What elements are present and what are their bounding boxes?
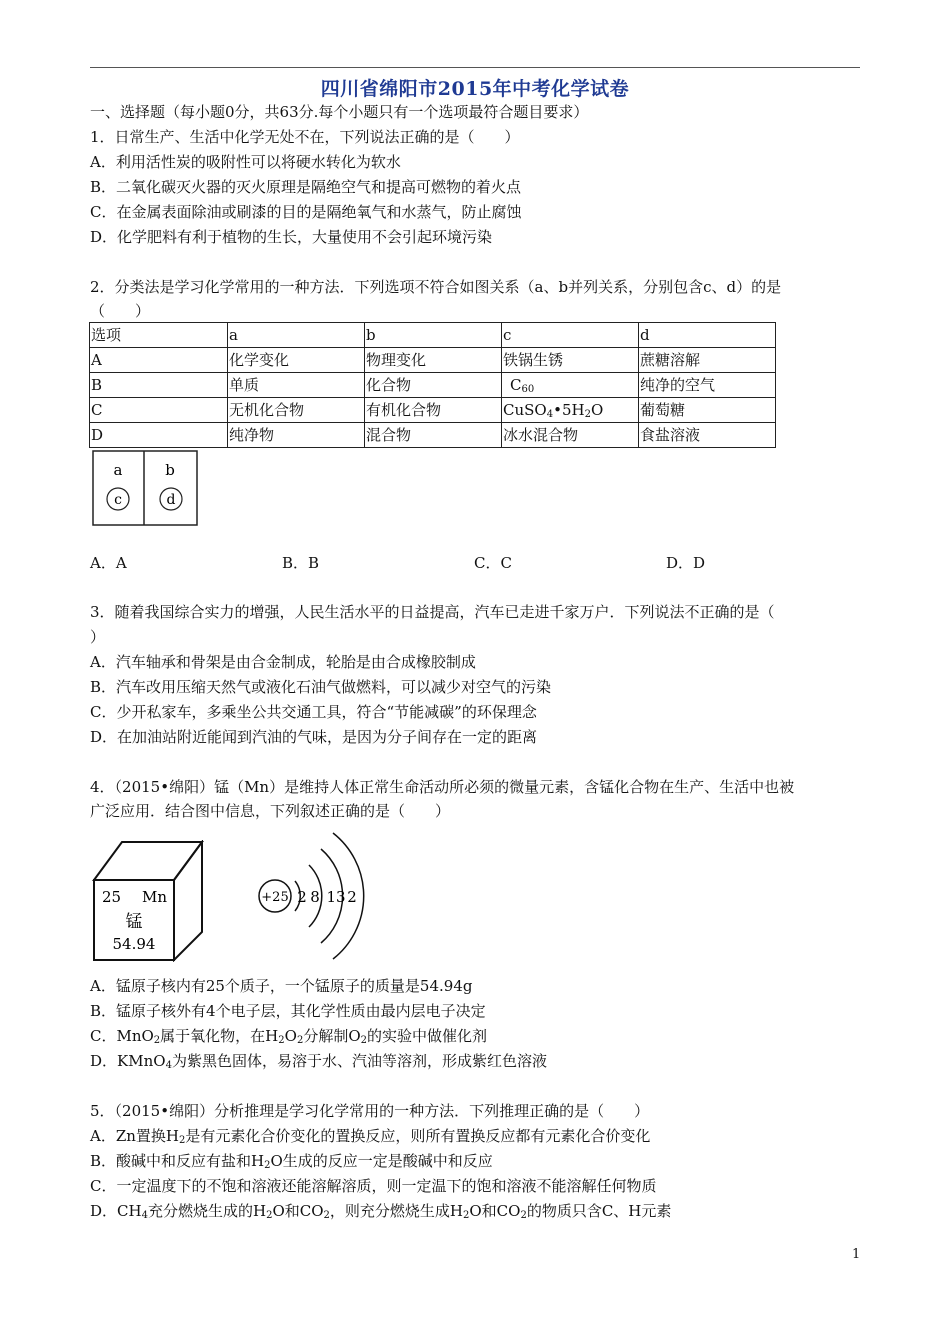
shell-electrons-4: 2 bbox=[347, 888, 357, 906]
table-cell: C bbox=[90, 398, 228, 423]
table-cell-formula: $CuSO_4•5H_2O$ bbox=[502, 398, 639, 423]
q4-stem-line1: 4．（2015•绵阳）锰（Mn）是维持人体正常生命活动所必须的微量元素，含锰化合物在生产、生活中也被 bbox=[90, 778, 795, 796]
diagram-label-c: c bbox=[114, 492, 122, 508]
manganese-atom-structure bbox=[255, 825, 365, 965]
atom-nucleus-charge: +25 bbox=[261, 890, 289, 905]
table-cell: 无机化合物 bbox=[228, 398, 365, 423]
table-header-cell: a bbox=[228, 323, 365, 348]
q2-answer-b: B．B bbox=[282, 554, 320, 572]
q4-option-a: A．锰原子核内有25个质子，一个锰原子的质量是54.94g bbox=[90, 977, 473, 995]
table-cell: 食盐溶液 bbox=[639, 423, 776, 448]
shell-electrons-2: 8 bbox=[310, 888, 320, 906]
element-symbol: Mn bbox=[142, 888, 168, 906]
top-rule bbox=[90, 67, 860, 68]
diagram-label-a: a bbox=[113, 461, 123, 479]
q2-answer-a: A．A bbox=[90, 554, 127, 572]
diagram-label-d: d bbox=[166, 492, 176, 508]
table-cell: A bbox=[90, 348, 228, 373]
table-cell: 蔗糖溶解 bbox=[639, 348, 776, 373]
table-header-cell: 选项 bbox=[90, 323, 228, 348]
q4-option-d: D．KMnO$_4$为紫黑色固体，易溶于水、汽油等溶剂，形成紫红色溶液 bbox=[90, 1052, 547, 1071]
q2-answer-d: D．D bbox=[666, 554, 706, 572]
diagram-label-b: b bbox=[165, 461, 175, 479]
q3-option-b: B．汽车改用压缩天然气或液化石油气做燃料，可以减少对空气的污染 bbox=[90, 678, 552, 696]
q3-option-a: A．汽车轴承和骨架是由合金制成，轮胎是由合成橡胶制成 bbox=[90, 653, 476, 671]
q2-stem-line1: 2．分类法是学习化学常用的一种方法．下列选项不符合如图关系（a、b并列关系，分别包含c、d）的是 bbox=[90, 278, 782, 296]
q1-stem: 1．日常生产、生活中化学无处不在，下列说法正确的是（ ） bbox=[90, 128, 520, 146]
q1-option-c: C．在金属表面除油或刷漆的目的是隔绝氧气和水蒸气，防止腐蚀 bbox=[90, 203, 522, 221]
q5-option-b: B．酸碱中和反应有盐和$H_2O$生成的反应一定是酸碱中和反应 bbox=[90, 1152, 493, 1171]
q5-option-a: A．Zn置换$H_2$是有元素化合价变化的置换反应，则所有置换反应都有元素化合价变化 bbox=[90, 1127, 651, 1146]
section-heading: 一、选择题（每小题0分，共63分.每个小题只有一个选项最符合题目要求） bbox=[90, 103, 589, 121]
shell-electrons-1: 2 bbox=[297, 888, 307, 906]
table-cell: 化学变化 bbox=[228, 348, 365, 373]
table-cell: B bbox=[90, 373, 228, 398]
table-header-cell: b bbox=[365, 323, 502, 348]
table-row bbox=[90, 373, 776, 398]
table-header-cell: d bbox=[639, 323, 776, 348]
element-atomic-mass: 54.94 bbox=[112, 935, 156, 953]
table-cell: D bbox=[90, 423, 228, 448]
table-cell: 单质 bbox=[228, 373, 365, 398]
table-cell: 铁锅生锈 bbox=[502, 348, 639, 373]
q4-stem-line2: 广泛应用．结合图中信息，下列叙述正确的是（ ） bbox=[90, 802, 451, 820]
table-row bbox=[90, 423, 776, 448]
q3-stem-line2: ） bbox=[90, 628, 106, 646]
q4-option-c: C．MnO$_2$属于氧化物，在$H_2O_2$分解制$O_2$的实验中做催化剂 bbox=[90, 1027, 488, 1046]
table-row bbox=[90, 348, 776, 373]
q5-option-c: C．一定温度下的不饱和溶液还能溶解溶质，则一定温下的饱和溶液不能溶解任何物质 bbox=[90, 1177, 657, 1195]
table-cell: 有机化合物 bbox=[365, 398, 502, 423]
page-title: 四川省绵阳市2015年中考化学试卷 bbox=[320, 78, 630, 100]
table-cell: 物理变化 bbox=[365, 348, 502, 373]
set-relation-diagram bbox=[92, 450, 200, 528]
q1-option-a: A．利用活性炭的吸附性可以将硬水转化为软水 bbox=[90, 153, 401, 171]
page-number: 1 bbox=[852, 1247, 861, 1262]
q3-option-c: C．少开私家车，多乘坐公共交通工具，符合“节能减碳”的环保理念 bbox=[90, 703, 537, 721]
shell-electrons-3: 13 bbox=[326, 888, 346, 906]
q2-stem-line2: （ ） bbox=[90, 302, 151, 320]
q5-stem: 5．（2015•绵阳）分析推理是学习化学常用的一种方法．下列推理正确的是（ ） bbox=[90, 1102, 650, 1120]
table-header-cell: c bbox=[502, 323, 639, 348]
manganese-element-cell bbox=[92, 840, 204, 962]
table-cell: 纯净的空气 bbox=[639, 373, 776, 398]
table-header-row bbox=[90, 323, 776, 348]
table-cell: 纯净物 bbox=[228, 423, 365, 448]
table-cell: 化合物 bbox=[365, 373, 502, 398]
table-cell: 葡萄糖 bbox=[639, 398, 776, 423]
q2-answer-c: C．C bbox=[474, 554, 512, 572]
q1-option-b: B．二氧化碳灭火器的灭火原理是隔绝空气和提高可燃物的着火点 bbox=[90, 178, 522, 196]
q2-options-table bbox=[89, 322, 776, 448]
element-name: 锰 bbox=[125, 912, 143, 932]
element-atomic-number: 25 bbox=[102, 888, 122, 906]
table-cell: 混合物 bbox=[365, 423, 502, 448]
table-cell-formula: $C_{60}$ bbox=[502, 373, 639, 398]
table-row bbox=[90, 398, 776, 423]
q3-stem-line1: 3．随着我国综合实力的增强，人民生活水平的日益提高，汽车已走进千家万户．下列说法不正确的是（ bbox=[90, 603, 775, 621]
q1-option-d: D．化学肥料有利于植物的生长，大量使用不会引起环境污染 bbox=[90, 228, 493, 246]
q5-option-d: D．$CH_4$充分燃烧生成的$H_2O$和$CO_2$，则充分燃烧生成$H_2O$和$CO_2$的物质只含C、H元素 bbox=[90, 1202, 672, 1221]
table-cell: 冰水混合物 bbox=[502, 423, 639, 448]
q3-option-d: D．在加油站附近能闻到汽油的气味，是因为分子间存在一定的距离 bbox=[90, 728, 538, 746]
q4-option-b: B．锰原子核外有4个电子层，其化学性质由最内层电子决定 bbox=[90, 1002, 486, 1020]
